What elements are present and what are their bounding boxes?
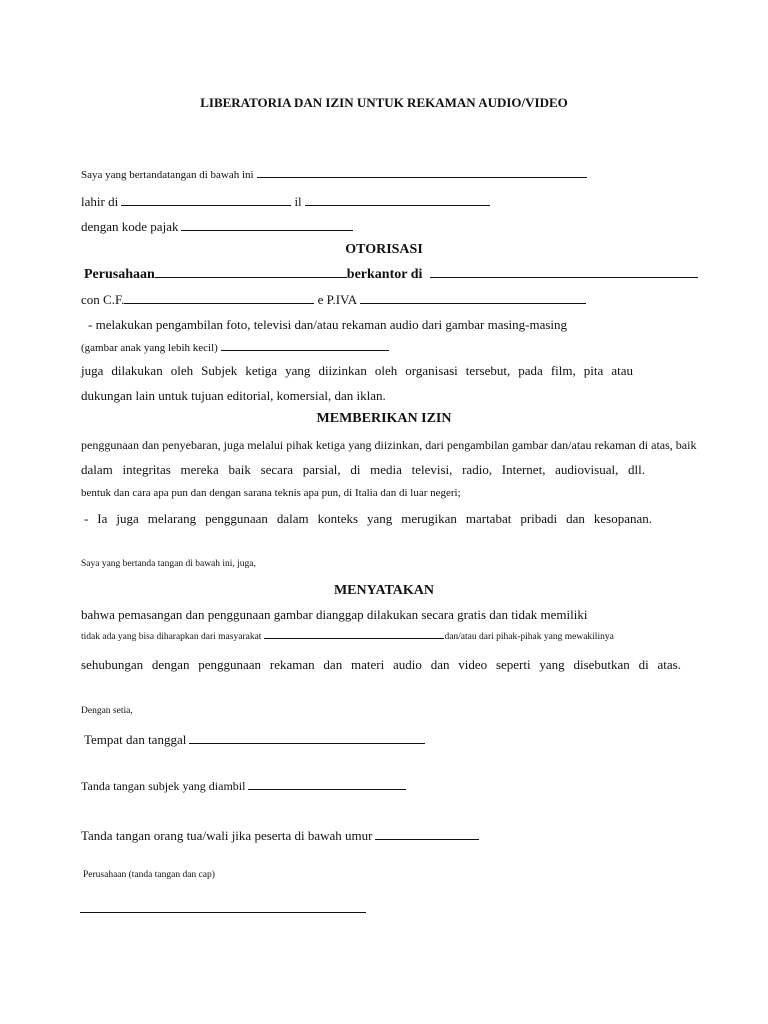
company-field[interactable] — [155, 276, 347, 278]
free-use-clause: bahwa pemasangan dan penggunaan gambar dianggap dilakukan secara gratis dan tidak memiliki — [81, 607, 588, 622]
office-label: berkantor di — [346, 267, 423, 282]
piva-field[interactable] — [360, 302, 586, 304]
child-image-label: (gambar anak yang lebih kecil) — [81, 342, 218, 354]
cf-field[interactable] — [124, 302, 314, 304]
heading-memberikan-izin: MEMBERIKAN IZIN — [316, 411, 452, 426]
guardian-signature-label: Tanda tangan orang tua/wali jika peserta di bawah umur — [81, 828, 373, 843]
purpose-clause: dukungan lain untuk tujuan editorial, komersial, dan iklan. — [81, 388, 386, 403]
signatory-also: Saya yang bertanda tangan di bawah ini, juga, — [81, 559, 256, 569]
cf-label: con C.F. — [81, 292, 125, 307]
company-signature-label: Perusahaan (tanda tangan dan cap) — [83, 870, 215, 880]
birthplace-label: lahir di — [81, 194, 119, 209]
subject-signature-label: Tanda tangan subjek yang diambil — [81, 779, 246, 793]
document-title: LIBERATORIA DAN IZIN UNTUK REKAMAN AUDIO/VIDEO — [200, 95, 568, 110]
birth-line — [81, 195, 490, 208]
materials-clause: sehubungan dengan penggunaan rekaman dan materi audio dan video seperti yang disebutkan di atas. — [81, 657, 681, 672]
office-field[interactable] — [430, 276, 698, 278]
expectation-field[interactable] — [264, 637, 444, 639]
child-image-field[interactable] — [221, 349, 389, 351]
tax-code-line — [81, 220, 353, 233]
piva-label: e P.IVA — [317, 292, 358, 307]
company-label: Perusahaan — [84, 267, 155, 282]
heading-menyatakan: MENYATAKAN — [333, 583, 435, 598]
signatory-name-field[interactable] — [257, 176, 587, 178]
place-date-line — [84, 733, 425, 746]
expectation-label: tidak ada yang bisa diharapkan dari masyarakat — [81, 632, 262, 642]
child-image-line — [81, 343, 389, 354]
representatives-label: dan/atau dari pihak-pihak yang mewakilinya — [444, 632, 614, 642]
guardian-signature-field[interactable] — [375, 838, 479, 840]
birthdate-label: il — [294, 194, 302, 209]
place-date-field[interactable] — [189, 742, 425, 744]
closing-salutation: Dengan setia, — [81, 706, 133, 716]
expectation-line — [81, 633, 614, 643]
cf-piva-line — [81, 293, 586, 306]
integrity-clause: dalam integritas mereka baik secara parsial, di media televisi, radio, Internet, audiovisual, dll. — [81, 462, 645, 477]
birthplace-field[interactable] — [121, 204, 291, 206]
form-clause: bentuk dan cara apa pun dan dengan sarana teknis apa pun, di Italia dan di luar negeri; — [81, 487, 461, 499]
tax-code-field[interactable] — [181, 229, 353, 231]
usage-clause: penggunaan dan penyebaran, juga melalui pihak ketiga yang diizinkan, dari pengambilan gambar dan/atau rekaman di atas, baik — [81, 438, 697, 452]
subject-signature-line — [81, 780, 406, 792]
tax-code-label: dengan kode pajak — [81, 219, 179, 234]
signatory-line — [81, 170, 587, 181]
third-party-clause: juga dilakukan oleh Subjek ketiga yang diizinkan oleh organisasi tersebut, pada film, pita atau — [81, 363, 633, 378]
photo-clause: - melakukan pengambilan foto, televisi dan/atau rekaman audio dari gambar masing-masing — [88, 317, 568, 332]
company-signature-field[interactable] — [80, 912, 366, 913]
birthdate-field[interactable] — [305, 204, 490, 206]
heading-otorisasi: OTORISASI — [345, 242, 423, 257]
company-line — [84, 268, 698, 282]
prohibition-clause: - Ia juga melarang penggunaan dalam konteks yang merugikan martabat pribadi dan kesopanan. — [84, 511, 652, 526]
guardian-signature-line — [81, 829, 479, 842]
subject-signature-field[interactable] — [248, 788, 406, 790]
place-date-label: Tempat dan tanggal — [84, 732, 187, 747]
signatory-label: Saya yang bertandatangan di bawah ini — [81, 169, 254, 181]
